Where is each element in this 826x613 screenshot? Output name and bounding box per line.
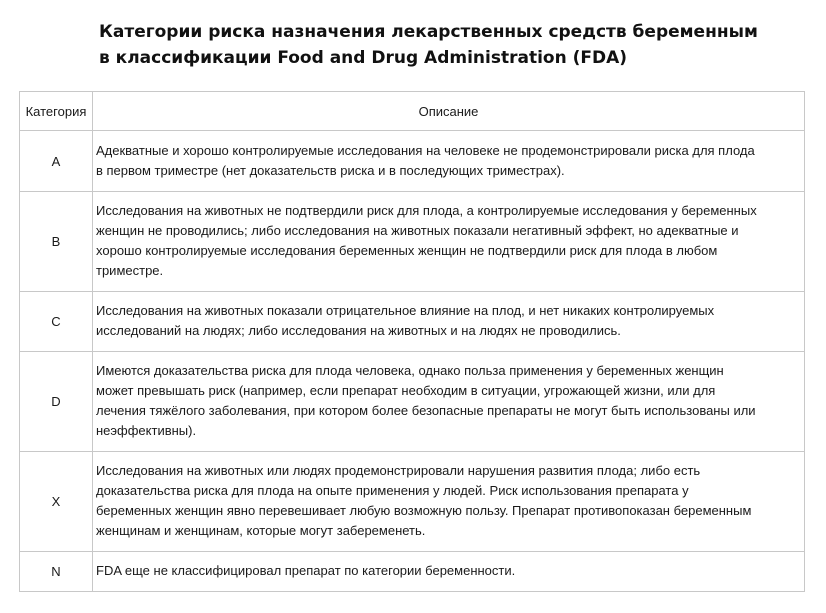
description-line: FDA еще не классифицировал препарат по категории беременности.	[96, 563, 516, 578]
description-line: Исследования на животных не подтвердили риск для плода, а контролируемые исследования у беременных	[96, 203, 757, 218]
description-line: неэффективны).	[96, 423, 197, 438]
table-row	[20, 352, 805, 452]
page-title	[99, 19, 799, 71]
description-cell	[93, 452, 805, 552]
table-header-row	[20, 92, 805, 131]
category-cell: N	[20, 552, 93, 592]
description-line: беременных женщин явно перевешивает любую возможную пользу. Препарат противопоказан беременным	[96, 503, 752, 518]
description-line: Имеются доказательства риска для плода человека, однако польза применения у беременных женщин	[96, 363, 724, 378]
fda-categories-table	[19, 91, 805, 592]
description-line: женщин не проводились; либо исследования на животных показали негативный эффект, но адекватные и	[96, 223, 739, 238]
description-line: Исследования на животных или людях продемонстрировали нарушения развития плода; либо есть	[96, 463, 701, 478]
column-header-category: Категория	[20, 92, 93, 131]
description-line: в первом триместре (нет доказательств риска и в последующих триместрах).	[96, 162, 565, 178]
description-line: триместре.	[96, 263, 164, 278]
description-line: Исследования на животных показали отрицательное влияние на плод, и нет никаких контролируемых	[96, 303, 715, 318]
description-cell	[93, 552, 805, 592]
description-line: лечения тяжёлого заболевания, при котором более безопасные препараты не могут быть использованы или	[96, 403, 756, 418]
category-cell: B	[20, 192, 93, 292]
table-row	[20, 552, 805, 592]
description-line: женщинам и женщинам, которые могут забеременеть.	[96, 523, 426, 538]
category-cell: D	[20, 352, 93, 452]
table-row	[20, 292, 805, 352]
table-row	[20, 192, 805, 292]
description-line: хорошо контролируемые исследования беременных женщин не подтвердили риск для плода в любом	[96, 243, 718, 258]
description-line: исследований на людях; либо исследования на животных и на людях не проводились.	[96, 323, 621, 338]
category-cell: X	[20, 452, 93, 552]
title-line-2: в классификации Food and Drug Administration (FDA)	[99, 48, 628, 68]
table-row	[20, 452, 805, 552]
description-line: доказательства риска для плода на опыте применения у людей. Риск использования препарата у	[96, 483, 689, 498]
description-cell	[93, 131, 805, 192]
description-line: Адекватные и хорошо контролируемые исследования на человеке не продемонстрировали риска для плода	[96, 142, 755, 158]
description-line: может превышать риск (например, если препарат необходим в ситуации, угрожающей жизни, или для	[96, 383, 716, 398]
category-cell: C	[20, 292, 93, 352]
title-line-1: Категории риска назначения лекарственных средств беременным	[99, 22, 758, 42]
column-header-description: Описание	[93, 92, 805, 131]
description-cell	[93, 192, 805, 292]
category-cell: A	[20, 131, 93, 192]
table-row	[20, 131, 805, 192]
description-cell	[93, 352, 805, 452]
description-cell	[93, 292, 805, 352]
